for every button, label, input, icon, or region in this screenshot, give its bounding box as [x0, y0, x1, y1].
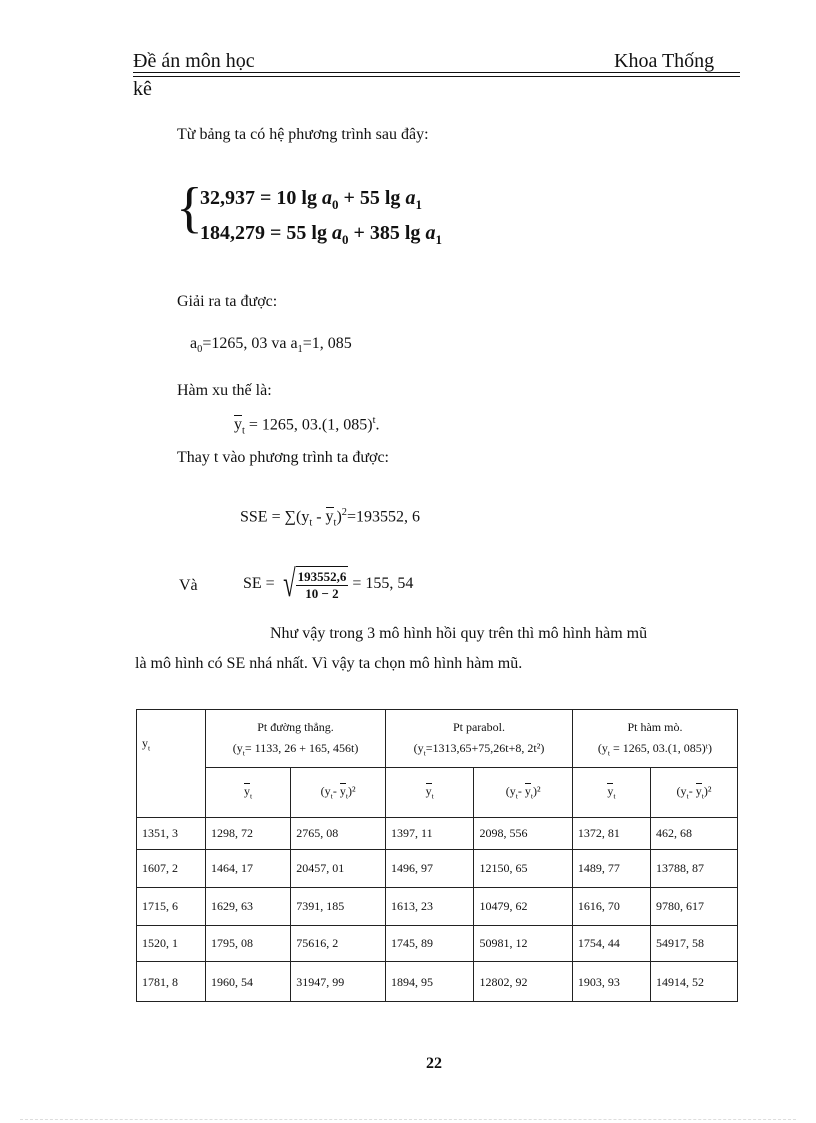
table-cell: 1894, 95	[386, 962, 474, 1002]
trend-equation: $y_t = 1265$, 03.(1, 085)$^t$.	[234, 415, 380, 437]
sub-header-yhat: $y_t$	[572, 768, 650, 818]
table-cell: 1715, 6	[137, 888, 206, 926]
table-cell: 462, 68	[650, 818, 737, 850]
table-cell: 1351, 3	[137, 818, 206, 850]
se-equation: SE = √ $\frac{193552,6}{10 - 2}$ = 155, 54	[243, 563, 414, 605]
table-cell: 1781, 8	[137, 962, 206, 1002]
table-row	[137, 926, 738, 962]
group-header-linear: Pt đường thẳng. ($y_t= 1133$, 26 + 165, 456t)	[206, 710, 386, 768]
trend-text: Hàm xu thế là:	[177, 382, 272, 399]
table-row	[137, 962, 738, 1002]
table-cell: 1754, 44	[572, 926, 650, 962]
table-row	[137, 850, 738, 888]
table-cell: 20457, 01	[291, 850, 386, 888]
table-cell: 1795, 08	[206, 926, 291, 962]
sub-header-sq: ($y_t-$ $y_t)^2$	[291, 768, 386, 818]
table-cell: 1613, 23	[386, 888, 474, 926]
table-cell: 12150, 65	[474, 850, 572, 888]
table-cell: 1489, 77	[572, 850, 650, 888]
sub-header-sq: ($y_t-$ $y_t)^2$	[474, 768, 572, 818]
sub-header-yhat: $y_t$	[386, 768, 474, 818]
page-bottom-divider	[20, 1119, 796, 1120]
sse-equation: SSE = $\sum(y_t - y_t)^2=193552$, 6	[240, 507, 420, 529]
header-rule-2	[133, 76, 740, 77]
group-header-parabol: Pt parabol. ($y_t=1313,65+75,26t+8$, 2t²)	[386, 710, 573, 768]
table-cell: 1903, 93	[572, 962, 650, 1002]
sub-header-yhat: $y_t$	[206, 768, 291, 818]
result-line: $a_0=1265$, 03 va $a_1=1$, 085	[190, 335, 352, 356]
table-row	[137, 818, 738, 850]
table-cell: 1616, 70	[572, 888, 650, 926]
table-cell: 12802, 92	[474, 962, 572, 1002]
header-continuation: kê	[133, 78, 152, 100]
table-cell: 1496, 97	[386, 850, 474, 888]
table-cell: 1745, 89	[386, 926, 474, 962]
conclusion-line-1: Như vậy trong 3 mô hình hồi quy trên thì mô hình hàm mũ	[270, 625, 648, 642]
table-cell: 54917, 58	[650, 926, 737, 962]
header-left: Đề án môn học	[133, 50, 255, 72]
table-cell: 1372, 81	[572, 818, 650, 850]
equation-1: 32,937 = 10 $\lg a_0 + 55$ $\lg a_1$	[200, 187, 422, 212]
table-cell: 1607, 2	[137, 850, 206, 888]
table-cell: 9780, 617	[650, 888, 737, 926]
group-header-exponential: Pt hàm mò. ($y_t = 1265$, 03.(1, 085)ᵗ)	[572, 710, 737, 768]
table-cell: 2765, 08	[291, 818, 386, 850]
table-cell: 1397, 11	[386, 818, 474, 850]
table-cell: 13788, 87	[650, 850, 737, 888]
solve-text: Giải ra ta được:	[177, 293, 278, 310]
conclusion-line-2: là mô hình có SE nhá nhất. Vì vậy ta chọn mô hình hàm mũ.	[135, 655, 523, 672]
substitute-text: Thay t vào phương trình ta được:	[177, 449, 389, 466]
header-right: Khoa Thống	[614, 50, 715, 72]
intro-text: Từ bảng ta có hệ phương trình sau đây:	[177, 126, 429, 143]
table-cell: 50981, 12	[474, 926, 572, 962]
sub-header-sq: ($y_t-$ $y_t)^2$	[650, 768, 737, 818]
col-header-yt: $y_t$	[137, 710, 206, 818]
table-cell: 1520, 1	[137, 926, 206, 962]
table-cell: 2098, 556	[474, 818, 572, 850]
table-row	[137, 888, 738, 926]
equation-brace: {	[176, 177, 203, 239]
and-text: Và	[179, 577, 198, 594]
table-cell: 14914, 52	[650, 962, 737, 1002]
table-cell: 1629, 63	[206, 888, 291, 926]
table-cell: 1464, 17	[206, 850, 291, 888]
page-number: 22	[426, 1055, 442, 1072]
table-cell: 1960, 54	[206, 962, 291, 1002]
table-cell: 10479, 62	[474, 888, 572, 926]
table-cell: 1298, 72	[206, 818, 291, 850]
table-cell: 31947, 99	[291, 962, 386, 1002]
square-root: √ $\frac{193552,6}{10 - 2}$	[282, 563, 347, 605]
table-cell: 7391, 185	[291, 888, 386, 926]
table-cell: 75616, 2	[291, 926, 386, 962]
comparison-table	[136, 709, 738, 1002]
header-rule	[133, 72, 740, 73]
equation-2: 184,279 = 55 $\lg a_0 + 385$ $\lg a_1$	[200, 222, 442, 247]
